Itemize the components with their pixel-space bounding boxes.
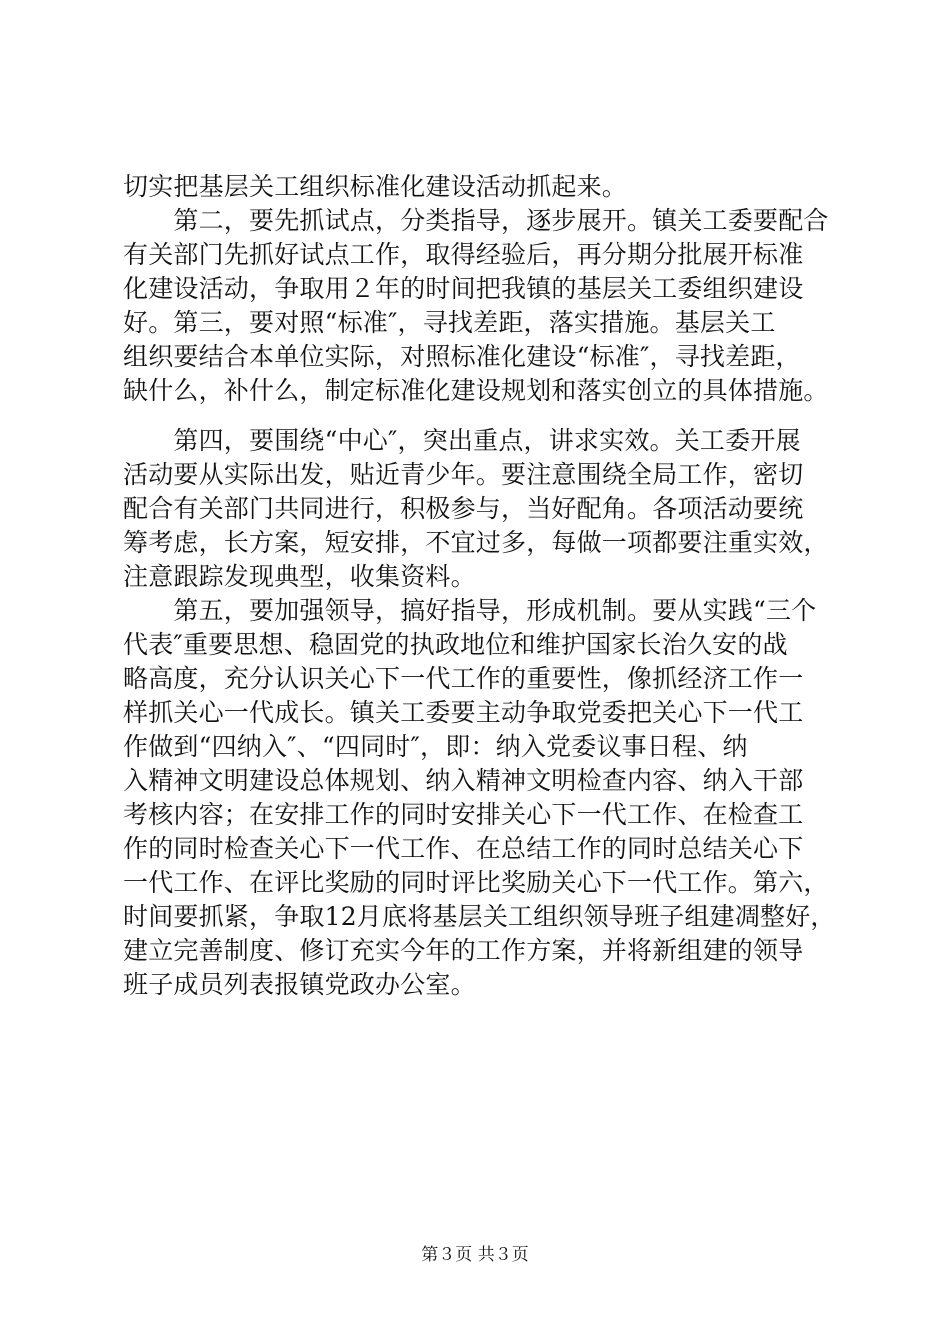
text-line: 配合有关部门共同进行，积极参与，当好配角。各项活动要统 [123,494,804,523]
text-line: 入精神文明建设总体规划、纳入精神文明检查内容、纳入干部 [123,766,804,795]
text-line: 一代工作、在评比奖励的同时评比奖励关心下一代工作。第六， [123,868,829,897]
text-line: 作的同时检查关心下一代工作、在总结工作的同时总结关心下 [123,834,804,863]
text-line: 略高度，充分认识关心下一代工作的重要性，像抓经济工作一 [123,664,804,693]
text-line: 作做到“四纳入″、“四同时″，即：纳入党委议事日程、纳 [123,732,748,761]
text-line: 建立完善制度、修订充实今年的工作方案，并将新组建的领导 [123,936,804,965]
text-line: 活动要从实际出发，贴近青少年。要注意围绕全局工作，密切 [123,460,804,489]
text-line: 切实把基层关工组织标准化建设活动抓起来。 [123,172,628,201]
text-line: 注意跟踪发现典型，收集资料。 [123,562,476,591]
text-line: 代表″重要思想、稳固党的执政地位和维护国家长治久安的战 [123,630,788,659]
text-line: 组织要结合本单位实际，对照标准化建设“标准″，寻找差距， [123,342,801,371]
text-line: 班子成员列表报镇党政办公室。 [123,970,476,999]
text-line: 好。第三，要对照“标准″，寻找差距，落实措施。基层关工 [123,308,776,337]
text-line: 筹考虑，长方案，短安排，不宜过多，每做一项都要注重实效， [123,528,829,557]
text-line: 有关部门先抓好试点工作，取得经验后，再分期分批展开标准 [123,240,804,269]
text-line: 样抓关心一代成长。镇关工委要主动争取党委把关心下一代工 [123,698,804,727]
text-line: 第四，要围绕“中心″，突出重点，讲求实效。关工委开展 [123,426,801,455]
page-number-footer: 第３页 共３页 [421,1245,529,1265]
text-line: 缺什么，补什么，制定标准化建设规划和落实创立的具体措施。 [123,376,829,405]
text-line: 第五，要加强领导，搞好指导，形成机制。要从实践“三个 [123,596,817,625]
text-line: 时间要抓紧，争取12月底将基层关工组织领导班子组建凋整好， [123,902,836,931]
text-line: 考核内容；在安排工作的同时安排关心下一代工作、在检查工 [123,800,804,829]
text-line: 第二，要先抓试点，分类指导，逐步展开。镇关工委要配合 [123,206,829,235]
text-line: 化建设活动，争取用２年的时间把我镇的基层关工委组织建设 [123,274,804,303]
